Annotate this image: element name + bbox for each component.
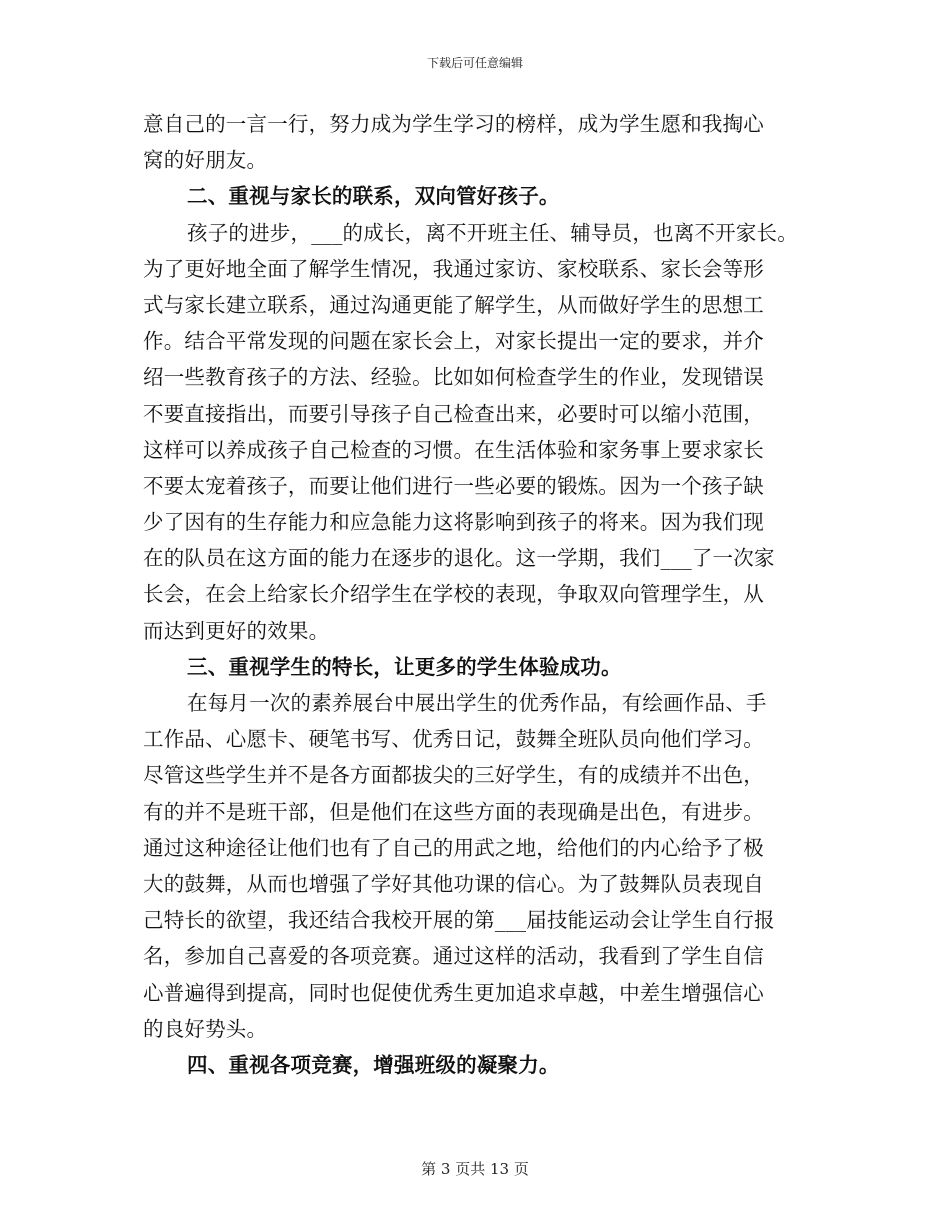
body-line: 作。结合平常发现的问题在家长会上，对家长提出一定的要求，并介 <box>143 329 764 354</box>
body-line: 名，参加自己喜爱的各项竞赛。通过这样的活动，我看到了学生自信 <box>143 944 764 969</box>
body-line: 不要太宠着孩子，而要让他们进行一些必要的锻炼。因为一个孩子缺 <box>143 473 764 498</box>
body-line: 有的并不是班干部，但是他们在这些方面的表现确是出色，有进步。 <box>143 799 764 824</box>
section-heading: 二、重视与家长的联系，双向管好孩子。 <box>187 184 560 209</box>
document-body <box>143 106 813 1083</box>
body-line: 的良好势头。 <box>143 1016 268 1041</box>
body-line: 绍一些教育孩子的方法、经验。比如如何检查学生的作业，发现错误 <box>143 365 764 390</box>
body-line: 窝的好朋友。 <box>143 148 268 173</box>
body-line: 为了更好地全面了解学生情况，我通过家访、家校联系、家长会等形 <box>143 256 764 281</box>
body-line: 少了因有的生存能力和应急能力这将影响到孩子的将来。因为我们现 <box>143 510 764 535</box>
body-line: 而达到更好的效果。 <box>143 618 330 643</box>
body-line: 意自己的一言一行，努力成为学生学习的榜样，成为学生愿和我掏心 <box>143 112 764 136</box>
body-line: 尽管这些学生并不是各方面都拔尖的三好学生，有的成绩并不出色， <box>143 763 764 788</box>
body-line: 这样可以养成孩子自己检查的习惯。在生活体验和家务事上要求家长 <box>143 437 764 462</box>
body-line: 孩子的进步，___的成长，离不开班主任、辅导员，也离不开家长。 <box>187 220 798 245</box>
body-line: 在每月一次的素养展台中展出学生的优秀作品，有绘画作品、手 <box>187 691 767 715</box>
section-heading: 三、重视学生的特长，让更多的学生体验成功。 <box>187 654 622 679</box>
body-line: 通过这种途径让他们也有了自己的用武之地，给他们的内心给予了极 <box>143 835 764 860</box>
page-header-note: 下载后可任意编辑 <box>426 56 523 70</box>
page-number: 第 3 页共 13 页 <box>421 1160 529 1178</box>
body-line: 长会，在会上给家长介绍学生在学校的表现，争取双向管理学生，从 <box>143 582 764 607</box>
body-line: 工作品、心愿卡、硬笔书写、优秀日记，鼓舞全班队员向他们学习。 <box>143 727 764 752</box>
body-line: 大的鼓舞，从而也增强了学好其他功课的信心。为了鼓舞队员表现自 <box>143 871 764 896</box>
body-line: 在的队员在这方面的能力在逐步的退化。这一学期，我们___了一次家 <box>143 546 775 571</box>
body-line: 式与家长建立联系，通过沟通更能了解学生，从而做好学生的思想工 <box>143 292 764 317</box>
body-line: 心普遍得到提高，同时也促使优秀生更加追求卓越，中差生增强信心 <box>143 980 764 1005</box>
section-heading: 四、重视各项竞赛，增强班级的凝聚力。 <box>187 1052 560 1077</box>
body-line: 不要直接指出，而要引导孩子自己检查出来，必要时可以缩小范围， <box>143 401 764 426</box>
body-line: 己特长的欲望，我还结合我校开展的第___届技能运动会让学生自行报 <box>143 908 775 933</box>
